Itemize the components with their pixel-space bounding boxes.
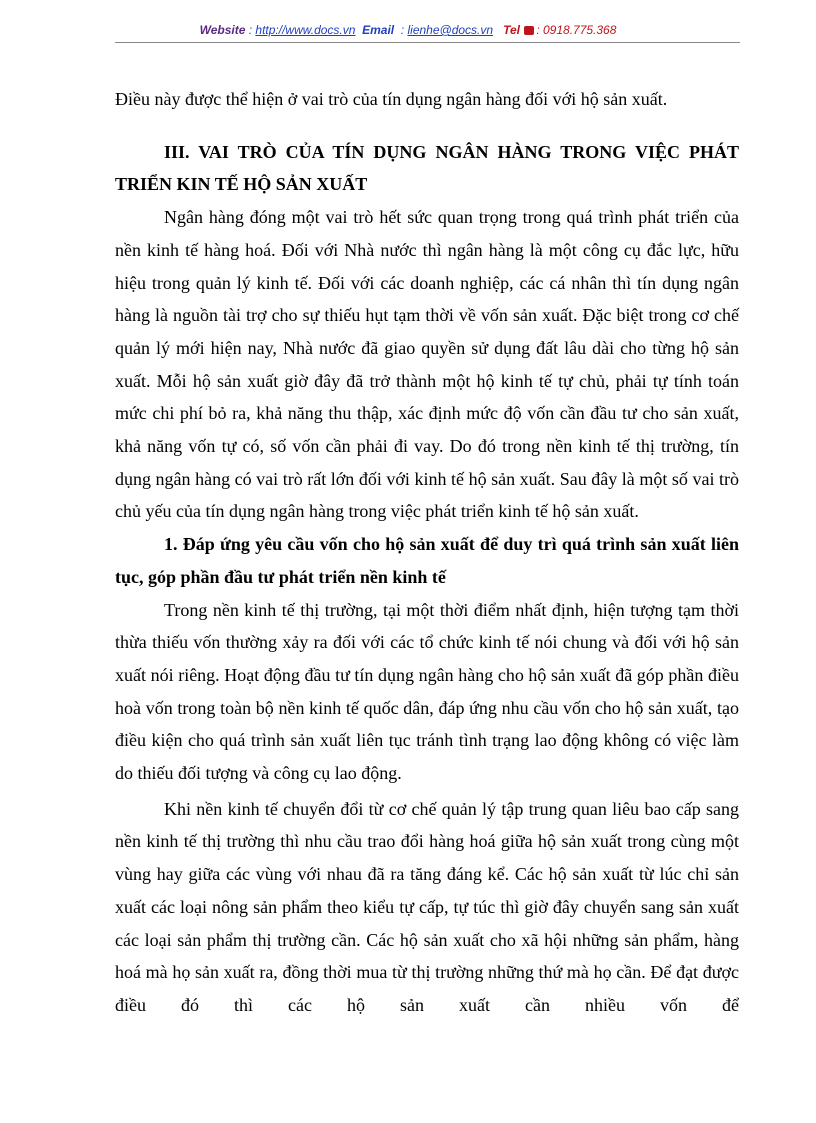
website-sep: : bbox=[245, 23, 256, 37]
paragraph-3: Khi nền kinh tế chuyển đổi từ cơ chế quản lý tập trung quan liêu bao cấp sang nền kinh tế thị trường thì nhu cầu trao đổi hàng hoá giữa hộ sản xuất trong cùng một vùng hay giữa các vùng với nhau đã ra tăng đáng kể. Các hộ sản xuất từ lúc chỉ sản xuất các loại nông sản phẩm theo kiểu tự cấp, tự túc thì giờ đây chuyển sang sản xuất các loại sản phẩm thị trường cần. Các hộ sản xuất cho xã hội những sản phẩm, hàng hoá mà họ sản xuất ra, đồng thời mua từ thị trường những thứ mà họ cần. Để đạt được điều đó thì các hộ sản xuất cần nhiều vốn để bbox=[115, 798, 739, 1015]
email-sep: : bbox=[397, 23, 408, 37]
phone-icon bbox=[524, 26, 534, 35]
document-body bbox=[115, 83, 739, 1022]
website-link[interactable]: http://www.docs.vn bbox=[255, 23, 356, 37]
tel-label: Tel bbox=[503, 23, 520, 37]
intro-paragraph: Điều này được thể hiện ở vai trò của tín dụng ngân hàng đối với hộ sản xuất. bbox=[115, 89, 668, 109]
website-label: Website bbox=[199, 23, 246, 37]
email-label: Email bbox=[362, 23, 395, 37]
subheading: 1. Đáp ứng yêu cầu vốn cho hộ sản xuất để duy trì quá trình sản xuất liên tục, góp phần đầu tư phát triển nền kinh tế bbox=[115, 534, 739, 587]
header-divider bbox=[115, 42, 740, 43]
section-title: III. VAI TRÒ CỦA TÍN DỤNG NGÂN HÀNG TRONG VIỆC PHÁT TRIỂN KIN TẾ HỘ SẢN XUẤT bbox=[115, 141, 739, 195]
paragraph-2: Trong nền kinh tế thị trường, tại một thời điểm nhất định, hiện tượng tạm thời thừa thiếu vốn thường xảy ra đối với các tổ chức kinh tế nói chung và đối với hộ sản xuất nói riêng. Hoạt động đầu tư tín dụng ngân hàng cho hộ sản xuất đã góp phần điều hoà vốn trong toàn bộ nền kinh tế quốc dân, đáp ứng nhu cầu vốn cho hộ sản xuất, tạo điều kiện cho quá trình sản xuất liên tục tránh tình trạng lao động không có việc làm do thiếu đối tượng và công cụ lao động. bbox=[115, 599, 739, 784]
paragraph-1: Ngân hàng đóng một vai trò hết sức quan trọng trong quá trình phát triển của nền kinh tế hàng hoá. Đối với Nhà nước thì ngân hàng là một công cụ đắc lực, hữu hiệu trong quản lý kinh tế. Đối với các doanh nghiệp, các cá nhân thì tín dụng ngân hàng là nguồn tài trợ cho sự thiếu hụt tạm thời về vốn sản xuất. Đặc biệt trong cơ chế quản lý mới hiện nay, Nhà nước đã giao quyền sử dụng đất lâu dài cho từng hộ sản xuất. Mỗi hộ sản xuất giờ đây đã trở thành một hộ kinh tế tự chủ, phải tự tính toán mức chi phí bỏ ra, khả năng thu thập, xác định mức độ vốn cần đầu tư cho sản xuất, khả năng vốn tự có, số vốn cần phải đi vay. Do đó trong nền kinh tế thị trường, tín dụng ngân hàng có vai trò rất lớn đối với kinh tế hộ sản xuất. Sau đây là một số vai trò chủ yếu của tín dụng ngân hàng trong việc phát triển kinh tế hộ sản xuất. bbox=[115, 207, 739, 522]
tel-value: : 0918.775.368 bbox=[536, 23, 617, 37]
page-header bbox=[0, 23, 816, 37]
email-link[interactable]: lienhe@docs.vn bbox=[407, 23, 494, 37]
